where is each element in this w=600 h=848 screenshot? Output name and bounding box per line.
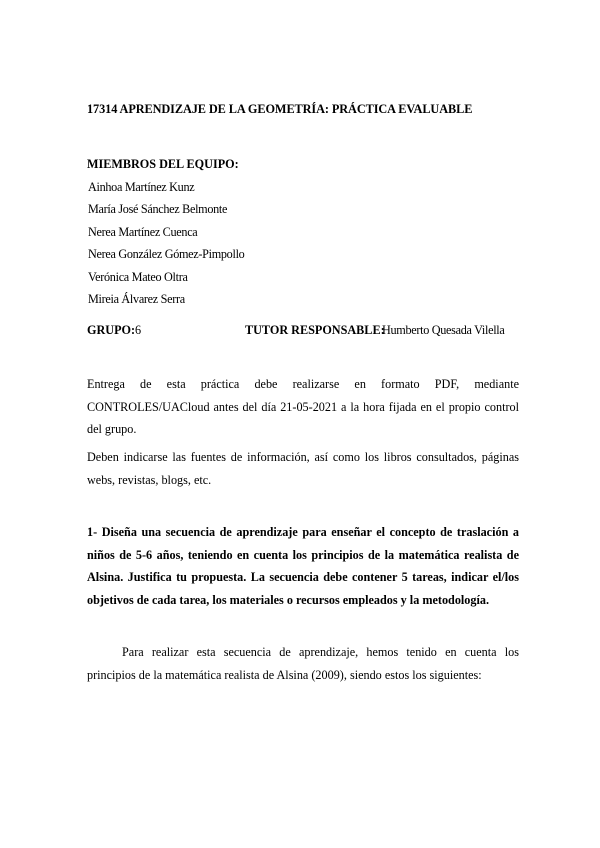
tutor-label: TUTOR RESPONSABLE: (245, 323, 385, 337)
task-paragraph: 1- Diseña una secuencia de aprendizaje para enseñar el concepto de traslación a niños de 5-6 años, teniendo en cuenta los principios de la matemática realista de Alsina. Justifica tu propuesta. La secuencia debe contener 5 tareas, indicar el/los objetivos de cada tarea, los materiales o recursos empleados y la metodología. (87, 525, 519, 607)
document-title: 17314 APRENDIZAJE DE LA GEOMETRÍA: PRÁCTICA EVALUABLE (87, 102, 473, 116)
intro-paragraph: Para realizar esta secuencia de aprendizaje, hemos tenido en cuenta los principios de la matemática realista de Alsina (2009), siendo estos los siguientes: (87, 645, 519, 682)
grupo-value: 6 (135, 323, 142, 337)
grupo-label: GRUPO: (87, 323, 136, 337)
member-name: Nerea González Gómez-Pimpollo (88, 247, 245, 261)
sources-paragraph: Deben indicarse las fuentes de información, así como los libros consultados, páginas webs, revistas, blogs, etc. (87, 450, 519, 487)
tutor-value: Humberto Quesada Vilella (382, 323, 505, 337)
member-name: María José Sánchez Belmonte (88, 202, 228, 216)
member-name: Nerea Martínez Cuenca (88, 225, 198, 239)
delivery-paragraph: Entrega de esta práctica debe realizarse en formato PDF, mediante CONTROLES/UACloud antes del día 21-05-2021 a la hora fijada en el propio control del grupo. (87, 377, 519, 436)
member-name: Verónica Mateo Oltra (88, 270, 188, 284)
member-name: Mireia Álvarez Serra (88, 292, 185, 306)
member-name: Ainhoa Martínez Kunz (88, 180, 195, 194)
members-heading: MIEMBROS DEL EQUIPO: (87, 157, 239, 171)
